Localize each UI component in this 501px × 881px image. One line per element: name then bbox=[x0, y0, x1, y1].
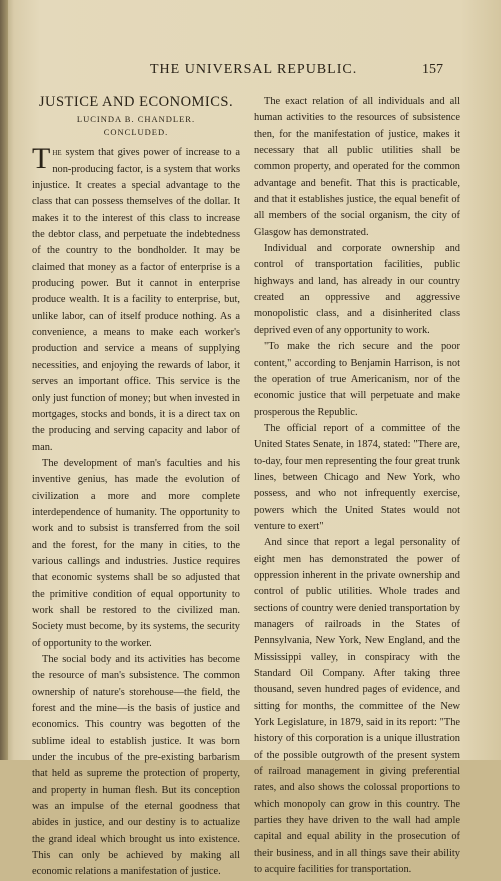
page-number: 157 bbox=[422, 62, 443, 77]
right-column bbox=[254, 94, 460, 879]
first-word-rest: he bbox=[52, 147, 62, 159]
page-gutter bbox=[0, 0, 8, 760]
running-head: THE UNIVERSAL REPUBLIC. bbox=[150, 62, 358, 77]
paragraph: "To make the rich secure and the poor content," according to Benjamin Harrison, is not the operation of true Americanism, nor of the economic justice that will perpetuate and make prosperous the Republic. bbox=[254, 341, 460, 418]
drop-cap: T bbox=[32, 142, 51, 176]
paragraph: And since that report a legal personality of eight men has demonstrated the power of oppression inherent in the private ownership and control of public utilities. Whole trades and sections of country were denied transportation by managers of railroads in the States of Pennsylvania, New York, New England, and the Mississippi valley, in conspiracy with the Standard Oil Company. After taking three thousand, seven hundred pages of evidence, and sitting for months, the committee of the New York Legislature, in 1879, said in its report: "The history of this corporation is a unique illustration of the possible outgrowth of the present system of railroad management in giving preferential rates, and also shows the colossal proportions to which monopoly can grow in this country. The parties they have driven to the wall had ample capital and equal ability in the prosecution of their business, and in all things save their ability to acquire facilities for transportation. bbox=[254, 537, 460, 876]
left-column bbox=[32, 94, 240, 881]
paragraph: Individual and corporate ownership and control of transportation facilities, public highways and land, has already in our country created an oppressive and aggressive monopolistic class, and a disinherited class deprived even of any opportunity to work. bbox=[254, 243, 460, 336]
article-status: CONCLUDED. bbox=[103, 127, 169, 138]
paragraph: The development of man's faculties and his inventive genius, has made the evolution of civilization a more and more complete interdependence of humanity. The opportunity to work and to subsist is transferred from the soil and the forest, for the many in cities, to the various callings and industries. Justice requires that economic systems shall be so adjusted that the primitive condition of equal opportunity to work shall be restored to the civilized man. Society must become, by its systems, the security of opportunity to the worker. bbox=[32, 457, 240, 649]
paragraph bbox=[32, 142, 240, 456]
paragraph: The social body and its activities has become the resource of man's subsistence. The common ownership of nature's storehouse—the field, the forest and the mine—is the basis of justice and economics. This country was begotten of the sublime ideal to establish justice. It was born under the incubus of the pre-existing barbarism that held as supreme the protection of property, and property in human flesh. But its conception was an impulse of the eternal goodness that abides in justice, and our destiny is to actualize the grand ideal which brought us into existence. This can only be achieved by making all economic relations a manifestation of justice. bbox=[32, 654, 240, 878]
article-author: LUCINDA B. CHANDLER. bbox=[76, 114, 196, 125]
paragraph: The official report of a committee of the United States Senate, in 1874, stated: "There are, to-day, four men representing the four great trunk lines, between Chicago and New York, who possess, and who not infrequently exercise, powers which the United States would not venture to exert" bbox=[254, 422, 460, 532]
article-title: JUSTICE AND ECONOMICS. bbox=[38, 94, 234, 110]
first-paragraph-text: system that gives power of increase to a non-producing factor, is a system that works injustice. It creates a special advantage to the class that can possess themselves of the dollar. It makes it to the interest of this class to increase the debtor class, and perpetuate the indebtedness of the country to the bondholder. It may be claimed that money as a factor of enterprise is a producing power. But it cannot in enterprise produce wealth. It is a facility to enterprise, but, unlike labor, can of itself produce nothing. As a convenience, a means to make each worker's production and service a means of supplying necessities, and enjoying the rewards of labor, it serves an important office. This service is the only just function of money; but when invested in mortgages, stocks and bonds, it is a direct tax on the producing and serving capacity and labor of man. bbox=[32, 147, 240, 453]
paragraph: The exact relation of all individuals and all human activities to the resources of subsistence then, for the manifestation of justice, makes it necessary that all public utilities shall be common property, and operated for the common advantage and benefit. That this is practicable, and that it establishes justice, the equal benefit of all members of the social organism, the city of Glasgow has demonstrated. bbox=[254, 96, 460, 238]
